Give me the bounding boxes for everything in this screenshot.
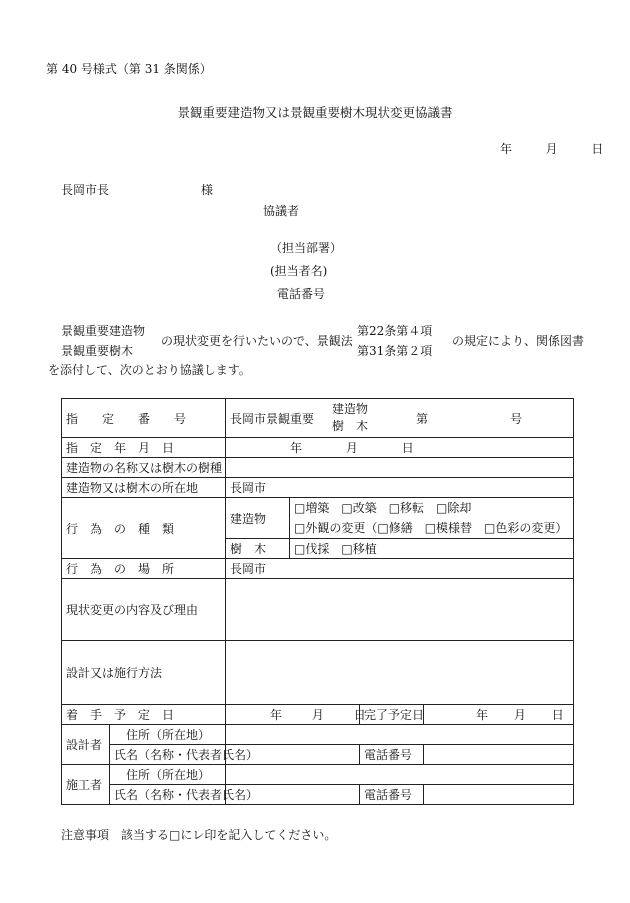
designer-label: 設計者 <box>62 725 110 765</box>
location-label: 建造物又は樹木の所在地 <box>62 478 226 498</box>
designer-phone-label: 電話番号 <box>360 745 424 765</box>
form-number: 第 40 号様式（第 31 条関係） <box>46 62 212 76</box>
name-value[interactable] <box>226 458 574 478</box>
phone-label: 電話番号 <box>277 287 326 301</box>
building-options-row1[interactable]: □増築 □改築 □移転 □除却 <box>294 501 472 515</box>
designation-dai: 第 <box>416 411 429 426</box>
row-constructor-name <box>62 785 574 805</box>
honorific: 様 <box>201 183 214 197</box>
person-label: (担当者名) <box>270 264 328 278</box>
row-name <box>62 458 574 478</box>
row-design <box>62 641 574 705</box>
change-value[interactable] <box>226 579 574 641</box>
department-label: （担当部署） <box>270 241 343 255</box>
designated-date-label: 指 定 年 月 日 <box>62 438 226 458</box>
designation-go: 号 <box>510 411 523 426</box>
paragraph-middle: の現状変更を行いたいので、景観法 <box>161 334 353 348</box>
notes: 注意事項 該当する□にレ印を記入してください。 <box>61 828 337 842</box>
subject-tree: 景観重要樹木 <box>61 344 134 358</box>
designated-year: 年 <box>290 441 303 455</box>
designation-kind-building: 建造物 <box>332 402 369 416</box>
constructor-address-value[interactable] <box>226 765 574 785</box>
act-type-label: 行 為 の 種 類 <box>62 498 226 559</box>
paragraph-end: の規定により、関係図書 <box>452 334 585 348</box>
addressee-name: 長岡市長 <box>61 183 110 197</box>
consultant-label: 協議者 <box>263 204 300 218</box>
row-change <box>62 579 574 641</box>
constructor-name-label: 氏名（名称・代表者氏名） <box>110 785 226 805</box>
row-location <box>62 478 574 498</box>
addressee <box>61 181 213 198</box>
tree-label: 樹 木 <box>226 539 290 559</box>
designation-value <box>226 399 574 438</box>
complete-month: 月 <box>513 708 526 722</box>
row-designated-date <box>62 438 574 458</box>
date-year: 年 <box>500 142 513 156</box>
building-label: 建造物 <box>226 498 290 539</box>
complete-day: 日 <box>551 708 564 722</box>
designation-label: 指 定 番 号 <box>62 399 226 438</box>
name-label: 建造物の名称又は樹木の樹種 <box>62 458 226 478</box>
start-month: 月 <box>311 708 324 722</box>
tree-options[interactable]: □伐採 □移植 <box>290 539 574 559</box>
designation-prefix: 長岡市景観重要 <box>230 411 315 426</box>
row-schedule <box>62 705 574 725</box>
row-act-place <box>62 559 574 579</box>
designated-day: 日 <box>401 441 414 455</box>
row-designer-name <box>62 745 574 765</box>
clause-22: 第22条第４項 <box>357 324 433 338</box>
designated-month: 月 <box>345 441 358 455</box>
design-label: 設計又は施行方法 <box>62 641 226 705</box>
complete-date-value[interactable] <box>424 705 574 725</box>
location-value[interactable]: 長岡市 <box>226 478 574 498</box>
constructor-address-label: 住所（所在地） <box>110 765 226 785</box>
constructor-phone-value[interactable] <box>424 785 574 805</box>
paragraph-line2: を添付して、次のとおり協議します。 <box>48 363 251 377</box>
document-date <box>500 140 603 157</box>
designer-name-label: 氏名（名称・代表者氏名） <box>110 745 226 765</box>
start-date-value[interactable] <box>226 705 366 725</box>
complete-label: 完了予定日 <box>360 705 424 725</box>
consultation-table <box>61 398 574 805</box>
document-title: 景観重要建造物又は景観重要樹木現状変更協議書 <box>177 105 453 120</box>
subject-building: 景観重要建造物 <box>61 324 146 338</box>
change-label: 現状変更の内容及び理由 <box>62 579 226 641</box>
complete-year: 年 <box>476 708 489 722</box>
design-value[interactable] <box>226 641 574 705</box>
start-day: 日 <box>353 708 366 722</box>
row-constructor-address <box>62 765 574 785</box>
clause-31: 第31条第２項 <box>357 344 433 358</box>
act-place-value[interactable]: 長岡市 <box>226 559 574 579</box>
designer-phone-value[interactable] <box>424 745 574 765</box>
start-label: 着 手 予 定 日 <box>62 705 226 725</box>
designer-address-label: 住所（所在地） <box>110 725 226 745</box>
constructor-phone-label: 電話番号 <box>360 785 424 805</box>
designer-address-value[interactable] <box>226 725 574 745</box>
start-year: 年 <box>270 708 283 722</box>
act-place-label: 行 為 の 場 所 <box>62 559 226 579</box>
designated-date-value[interactable] <box>226 438 574 458</box>
row-designation <box>62 399 574 438</box>
designation-kind-tree: 樹 木 <box>332 419 369 433</box>
date-day: 日 <box>591 142 604 156</box>
building-options-row2[interactable]: □外観の変更（□修繕 □模様替 □色彩の変更） <box>294 521 568 535</box>
building-options[interactable] <box>290 498 574 539</box>
row-designer-address <box>62 725 574 745</box>
row-act-type-building <box>62 498 574 539</box>
date-month: 月 <box>545 142 558 156</box>
constructor-label: 施工者 <box>62 765 110 805</box>
